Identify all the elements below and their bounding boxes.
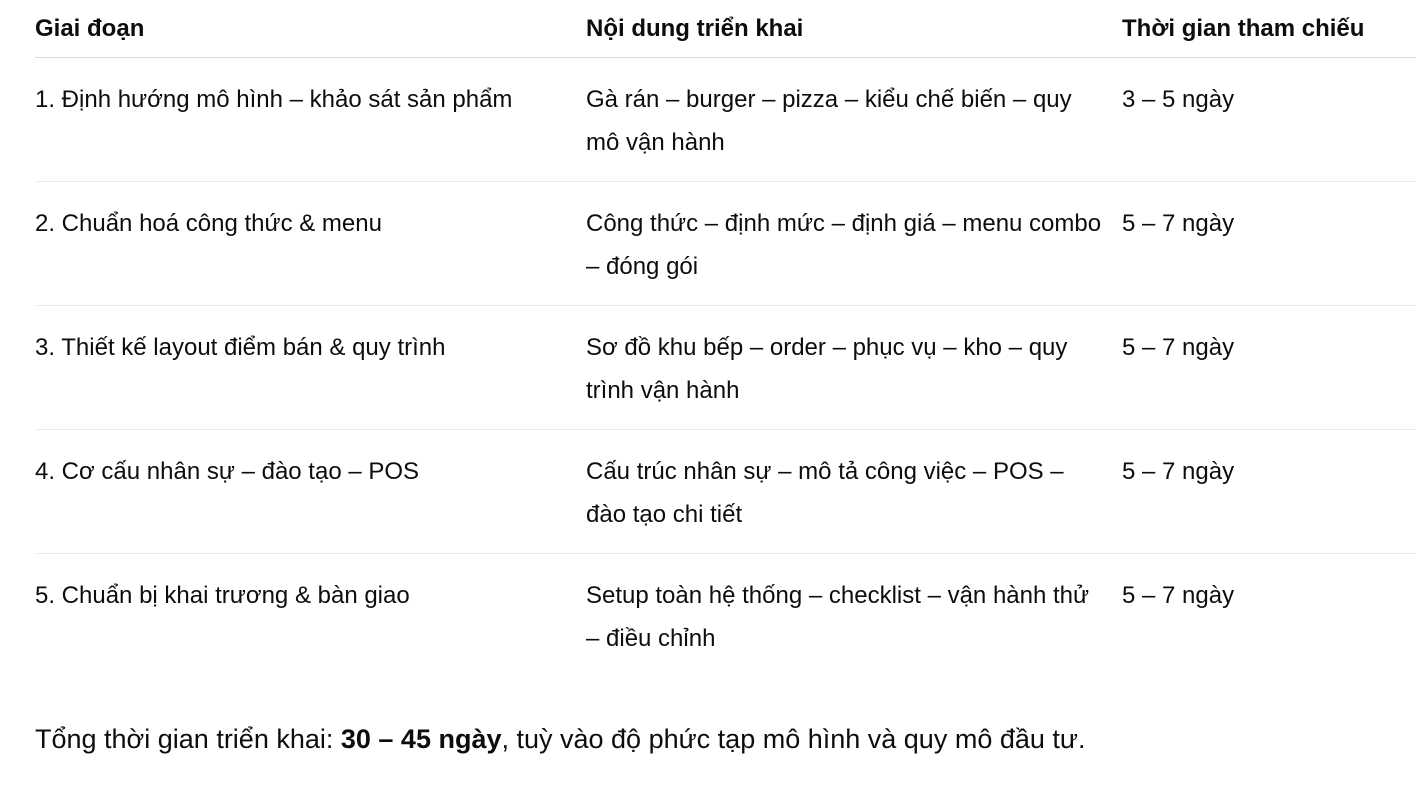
stage-cell: [35, 306, 586, 430]
duration-cell: [1122, 58, 1416, 182]
stage-text: 4. Cơ cấu nhân sự – đào tạo – POS: [35, 458, 420, 485]
table-row: [35, 182, 1416, 306]
duration-text: 3 – 5 ngày: [1122, 86, 1235, 113]
table-row: [35, 58, 1416, 182]
content-cell: [586, 430, 1122, 554]
stage-text: 3. Thiết kế layout điểm bán & quy trình: [35, 334, 446, 361]
duration-text: 5 – 7 ngày: [1122, 210, 1235, 237]
summary-suffix: , tuỳ vào độ phức tạp mô hình và quy mô đầu tư.: [501, 724, 1086, 754]
content-cell: [586, 554, 1122, 678]
stage-text: 1. Định hướng mô hình – khảo sát sản phẩm: [35, 86, 513, 113]
duration-cell: [1122, 554, 1416, 678]
stage-cell: [35, 554, 586, 678]
content-text: Sơ đồ khu bếp – order – phục vụ – kho – quy trình vận hành: [586, 334, 1068, 404]
table-row: [35, 430, 1416, 554]
header-stage: Giai đoạn: [35, 0, 586, 58]
table-row: [35, 554, 1416, 678]
summary-prefix: Tổng thời gian triển khai:: [35, 724, 341, 754]
content-text: Setup toàn hệ thống – checklist – vận hành thử – điều chỉnh: [586, 582, 1090, 652]
header-content: Nội dung triển khai: [586, 0, 1122, 58]
duration-cell: [1122, 306, 1416, 430]
stage-cell: [35, 182, 586, 306]
duration-text: 5 – 7 ngày: [1122, 334, 1235, 361]
duration-cell: [1122, 182, 1416, 306]
schedule-table: [35, 0, 1416, 677]
stage-cell: [35, 58, 586, 182]
content-cell: [586, 182, 1122, 306]
duration-text: 5 – 7 ngày: [1122, 458, 1235, 485]
stage-text: 5. Chuẩn bị khai trương & bàn giao: [35, 582, 410, 609]
duration-text: 5 – 7 ngày: [1122, 582, 1235, 609]
stage-cell: [35, 430, 586, 554]
stage-text: 2. Chuẩn hoá công thức & menu: [35, 210, 382, 237]
summary-highlight: 30 – 45 ngày: [340, 724, 502, 754]
content-text: Cấu trúc nhân sự – mô tả công việc – POS – đào tạo chi tiết: [586, 458, 1064, 528]
duration-cell: [1122, 430, 1416, 554]
content-text: Công thức – định mức – định giá – menu combo – đóng gói: [586, 210, 1102, 280]
content-cell: [586, 306, 1122, 430]
header-duration: Thời gian tham chiếu: [1122, 0, 1416, 58]
content-cell: [586, 58, 1122, 182]
table-row: [35, 306, 1416, 430]
content-text: Gà rán – burger – pizza – kiểu chế biến – quy mô vận hành: [586, 86, 1072, 156]
summary-paragraph: [35, 718, 1085, 760]
table-header-row: [35, 0, 1416, 58]
